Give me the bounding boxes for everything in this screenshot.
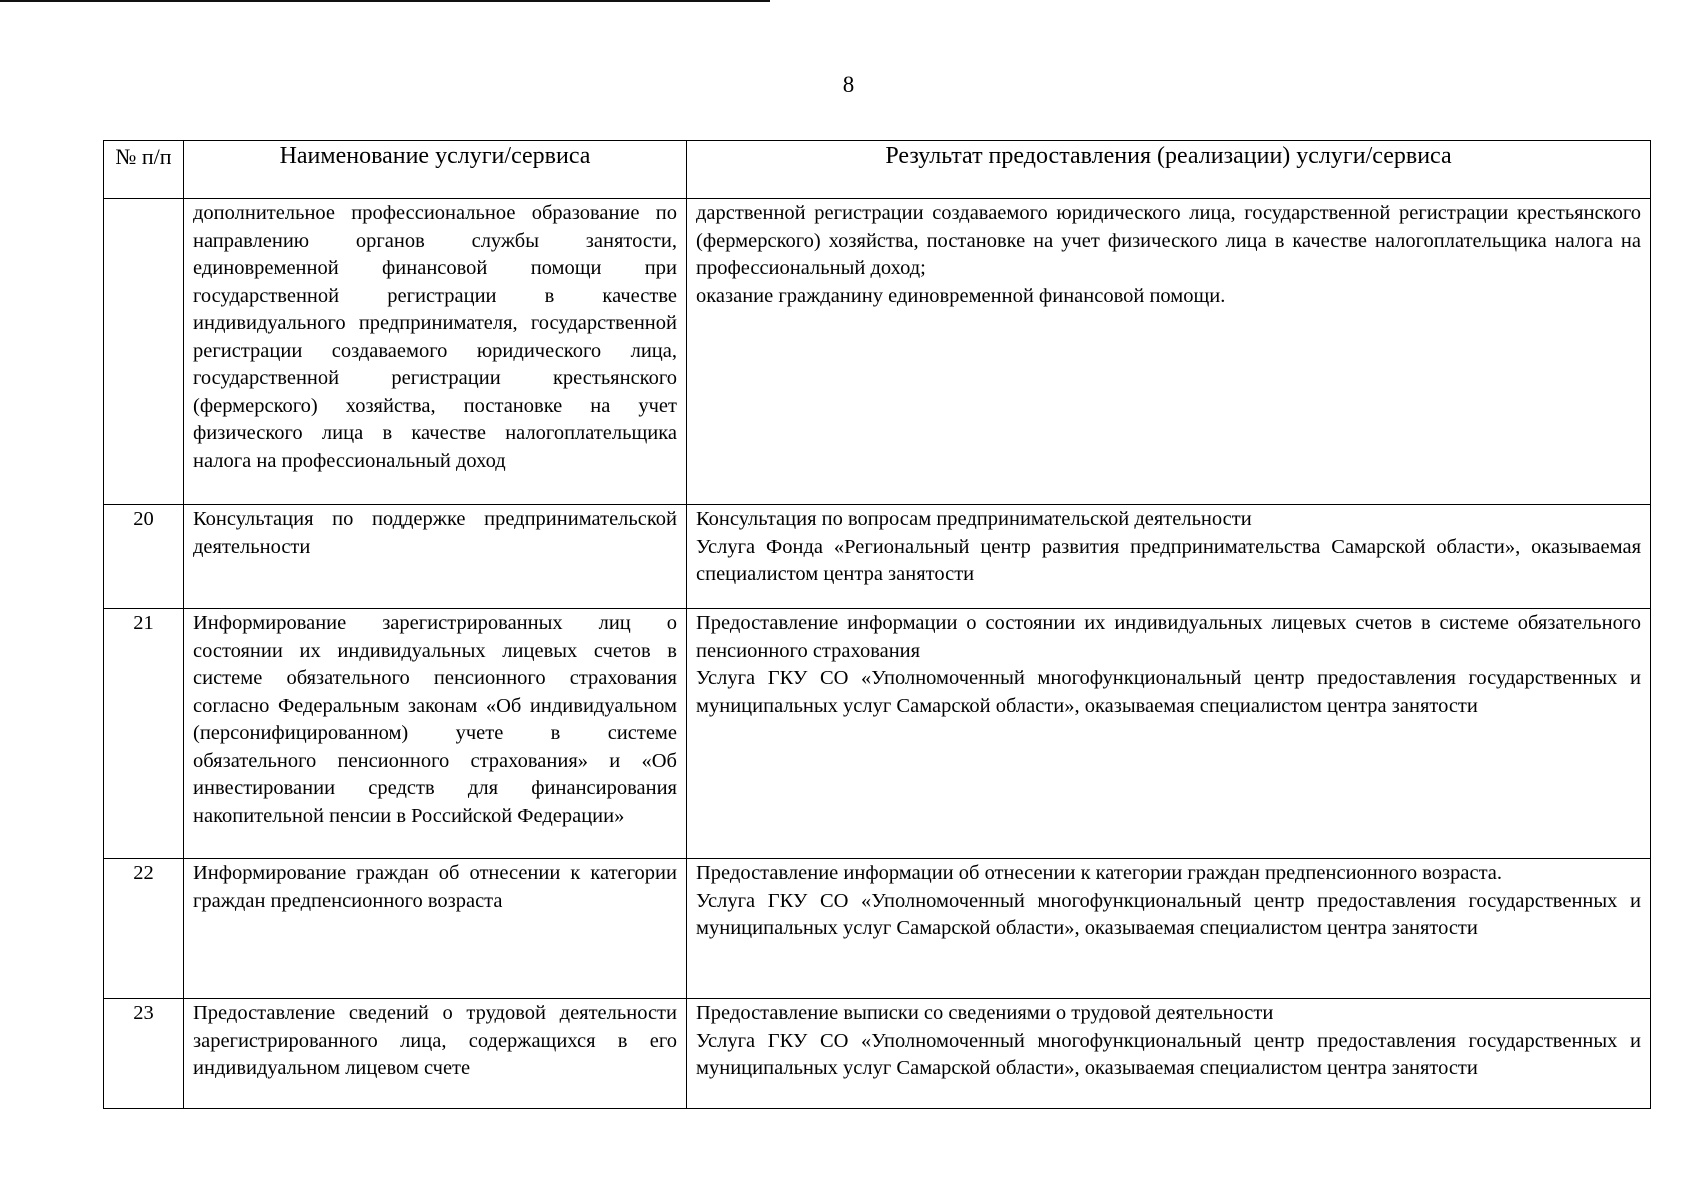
row-name: Предоставление сведений о трудовой деятельности зарегистрированного лица, содержащихся в его индивидуальном лицевом счете [184, 999, 687, 1109]
header-name: Наименование услуги/сервиса [184, 141, 687, 199]
result-line: Услуга ГКУ СО «Уполномоченный многофункциональный центр предоставления государственных и муниципальных услуг Самарской области», оказываемая специалистом центра занятости [696, 1029, 1641, 1079]
row-result [687, 199, 1651, 505]
table-row [104, 859, 1651, 999]
table-row [104, 505, 1651, 609]
row-result [687, 505, 1651, 609]
result-line: дарственной регистрации создаваемого юридического лица, государственной регистрации крестьянского (фермерского) хозяйства, постановке на учет физического лица в качестве налогоплательщика налога на профессиональный доход; [696, 202, 1641, 279]
header-result: Результат предоставления (реализации) услуги/сервиса [687, 141, 1651, 199]
row-num [104, 199, 184, 505]
result-line: Предоставление выписки со сведениями о трудовой деятельности [696, 1002, 1274, 1024]
row-num: 23 [104, 999, 184, 1109]
row-name: дополнительное профессиональное образование по направлению органов службы занятости, единовременной финансовой помощи при государственной регистрации в качестве индивидуального предпринимателя, государственной регистрации создаваемого юридического лица, государственной регистрации крестьянского (фермерского) хозяйства, постановке на учет физического лица в качестве налогоплательщика налога на профессиональный доход [184, 199, 687, 505]
table-header-row [104, 141, 1651, 199]
top-rule [0, 0, 770, 2]
page-number: 8 [842, 72, 855, 97]
result-line: Предоставление информации об отнесении к категории граждан предпенсионного возраста. [696, 862, 1503, 884]
result-line: оказание гражданину единовременной финансовой помощи. [696, 284, 1226, 307]
row-name: Информирование граждан об отнесении к категории граждан предпенсионного возраста [184, 859, 687, 999]
services-table [103, 140, 1651, 1109]
row-num: 22 [104, 859, 184, 999]
header-num: № п/п [104, 141, 184, 199]
row-result [687, 609, 1651, 859]
row-result [687, 859, 1651, 999]
row-num: 20 [104, 505, 184, 609]
result-line: Услуга ГКУ СО «Уполномоченный многофункциональный центр предоставления государственных и муниципальных услуг Самарской области», оказываемая специалистом центра занятости [696, 667, 1641, 717]
row-num: 21 [104, 609, 184, 859]
table-row [104, 199, 1651, 505]
result-line: Услуга Фонда «Региональный центр развития предпринимательства Самарской области», оказываемая специалистом центра занятости [696, 535, 1641, 585]
row-result [687, 999, 1651, 1109]
result-line: Услуга ГКУ СО «Уполномоченный многофункциональный центр предоставления государственных и муниципальных услуг Самарской области», оказываемая специалистом центра занятости [696, 889, 1641, 939]
result-line: Консультация по вопросам предпринимательской деятельности [696, 508, 1252, 530]
table-row [104, 609, 1651, 859]
result-line: Предоставление информации о состоянии их индивидуальных лицевых счетов в системе обязательного пенсионного страхования [696, 612, 1641, 662]
row-name: Консультация по поддержке предпринимательской деятельности [184, 505, 687, 609]
table-row [104, 999, 1651, 1109]
row-name: Информирование зарегистрированных лиц о состоянии их индивидуальных лицевых счетов в системе обязательного пенсионного страхования согласно Федеральным законам «Об индивидуальном (персонифицированном) учете в системе обязательного пенсионного страхования» и «Об инвестировании средств для финансирования накопительной пенсии в Российской Федерации» [184, 609, 687, 859]
